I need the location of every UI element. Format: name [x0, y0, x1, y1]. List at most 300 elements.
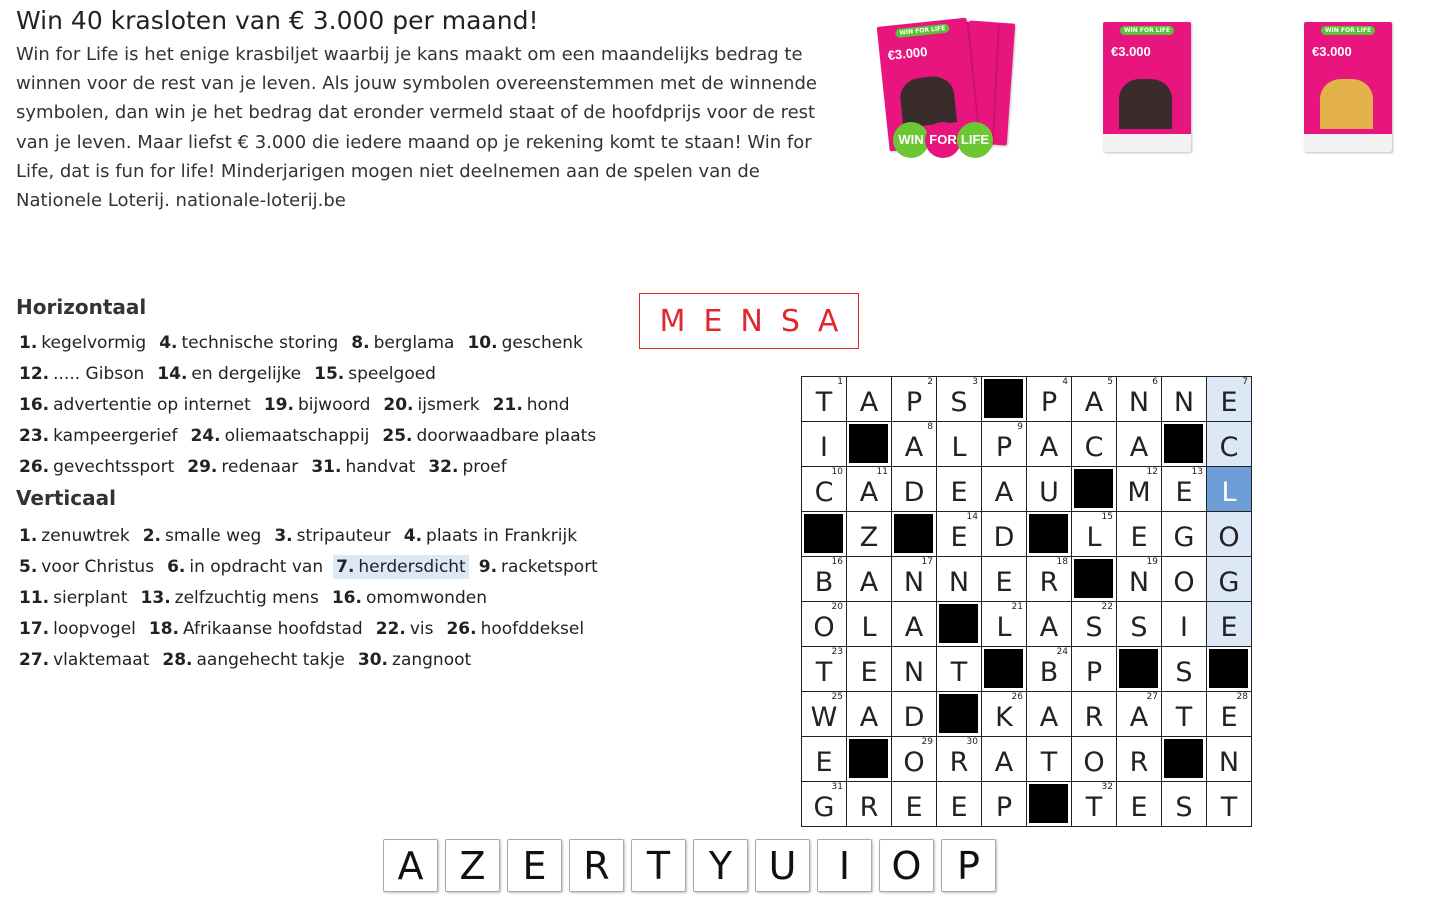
clue-item[interactable]: [16, 524, 133, 548]
clue-item[interactable]: [16, 393, 254, 417]
grid-cell[interactable]: [802, 467, 847, 512]
clue-line: [16, 424, 606, 448]
clue-number: 21.: [492, 395, 523, 415]
cell-letter: G: [1173, 521, 1195, 553]
cell-letter: O: [1218, 521, 1240, 553]
crossword-grid[interactable]: [801, 376, 1252, 827]
mensa-solution-box: [639, 293, 859, 349]
mensa-letter: S: [780, 303, 800, 339]
key-p[interactable]: P: [941, 839, 996, 892]
grid-cell[interactable]: [1072, 377, 1117, 422]
cell-letter: U: [1039, 476, 1059, 508]
grid-cell[interactable]: [937, 512, 982, 557]
clue-number: 15.: [314, 364, 345, 384]
grid-cell[interactable]: [1207, 512, 1252, 557]
clue-item[interactable]: [476, 555, 601, 579]
grid-cell[interactable]: [1072, 692, 1117, 737]
clue-text: zelfzuchtig mens: [174, 588, 319, 608]
promo-text: Win for Life is het enige krasbiljet waarbij je kans maakt om een maandelijks bedrag te winnen voor de rest van je leven. Als jouw symbolen overeenstemmen met de winnende symbolen, dan win je het bedrag dat eronder vermeld staat of de hoofdprijs voor de rest van je leven. Maar liefst € 3.000 die iedere maand op je rekening komt te staan! Win for Life, dat is fun for life! Minderjarigen mogen niet deelnemen aan de spelen van de Nationele Loterij. nationale-loterij.be: [16, 44, 817, 212]
grid-cell[interactable]: [937, 467, 982, 512]
grid-cell[interactable]: [1027, 557, 1072, 602]
grid-cell[interactable]: [1162, 377, 1207, 422]
grid-cell[interactable]: [1207, 692, 1252, 737]
cell-number: 16: [831, 557, 843, 567]
grid-cell[interactable]: [892, 647, 937, 692]
clue-number: 2.: [142, 526, 162, 546]
cell-letter: T: [1175, 701, 1193, 733]
grid-cell[interactable]: [847, 692, 892, 737]
grid-cell[interactable]: [1207, 602, 1252, 647]
grid-cell[interactable]: [982, 557, 1027, 602]
cell-letter: G: [813, 791, 835, 823]
grid-cell[interactable]: [1162, 557, 1207, 602]
grid-cell[interactable]: [1117, 422, 1162, 467]
key-a[interactable]: A: [383, 839, 438, 892]
clue-text: omomwonden: [365, 588, 487, 608]
clue-number: 30.: [357, 650, 389, 670]
cell-letter: M: [1127, 476, 1151, 508]
clue-line: [16, 393, 580, 417]
cell-letter: E: [950, 476, 968, 508]
clue-text: voor Christus: [41, 557, 155, 577]
cell-number: 15: [1101, 512, 1113, 522]
grid-cell[interactable]: [1117, 377, 1162, 422]
grid-cell[interactable]: [802, 692, 847, 737]
clue-item[interactable]: [156, 331, 341, 355]
cell-letter: T: [1220, 791, 1238, 823]
cell-letter: I: [1180, 611, 1188, 643]
clue-number: 6.: [167, 557, 186, 577]
clue-text: berglama: [373, 333, 455, 353]
grid-cell[interactable]: [982, 692, 1027, 737]
clue-item[interactable]: [333, 555, 469, 579]
cell-letter: N: [948, 566, 970, 598]
black-cell: [1072, 557, 1117, 602]
clue-item[interactable]: [16, 362, 147, 386]
cell-letter: E: [1130, 791, 1148, 823]
grid-cell[interactable]: [847, 512, 892, 557]
cell-letter: N: [1173, 386, 1195, 418]
grid-cell[interactable]: [802, 782, 847, 827]
cell-letter: E: [1175, 476, 1193, 508]
grid-cell[interactable]: [892, 692, 937, 737]
clue-item[interactable]: [373, 617, 437, 641]
clue-item[interactable]: [146, 617, 366, 641]
grid-cell[interactable]: [847, 602, 892, 647]
cell-letter: E: [905, 791, 923, 823]
cell-letter: L: [861, 611, 877, 643]
clue-item[interactable]: [154, 362, 304, 386]
cell-letter: S: [1175, 791, 1193, 823]
cell-letter: O: [813, 611, 835, 643]
clue-number: 7.: [336, 557, 355, 577]
grid-cell[interactable]: [1162, 602, 1207, 647]
grid-cell[interactable]: [1027, 602, 1072, 647]
ticket-image-3[interactable]: WIN FOR LIFE €3.000: [1304, 22, 1392, 152]
grid-cell[interactable]: [847, 377, 892, 422]
grid-cell[interactable]: [1027, 377, 1072, 422]
cell-number: 32: [1101, 782, 1113, 792]
grid-cell[interactable]: [802, 557, 847, 602]
cell-letter: E: [995, 566, 1013, 598]
grid-cell[interactable]: [1027, 737, 1072, 782]
clue-item[interactable]: [355, 648, 474, 672]
black-cell: [982, 377, 1027, 422]
cell-letter: T: [815, 386, 833, 418]
cell-letter: R: [859, 791, 879, 823]
clue-item[interactable]: [164, 555, 326, 579]
clue-text: speelgoed: [348, 364, 436, 384]
cell-letter: B: [814, 566, 834, 598]
grid-cell[interactable]: [1072, 647, 1117, 692]
clue-item[interactable]: [16, 455, 177, 479]
grid-cell[interactable]: [1207, 737, 1252, 782]
cell-letter: T: [1085, 791, 1103, 823]
clue-line: [16, 586, 497, 610]
mensa-letter: M: [659, 303, 686, 339]
cell-letter: L: [951, 431, 967, 463]
cell-number: 6: [1152, 377, 1158, 387]
cell-letter: N: [1218, 746, 1240, 778]
clue-item[interactable]: [261, 393, 374, 417]
clue-item[interactable]: [308, 455, 418, 479]
grid-cell[interactable]: [1162, 782, 1207, 827]
clue-item[interactable]: [348, 331, 457, 355]
cell-letter: T: [950, 656, 968, 688]
clue-text: in opdracht van: [189, 557, 324, 577]
grid-cell[interactable]: [802, 737, 847, 782]
grid-cell[interactable]: [847, 467, 892, 512]
cell-letter: P: [995, 791, 1013, 823]
cell-letter: O: [1083, 746, 1105, 778]
grid-cell[interactable]: [1117, 467, 1162, 512]
clue-text: hoofddeksel: [480, 619, 585, 639]
grid-cell[interactable]: [1027, 467, 1072, 512]
clue-text: Afrikaanse hoofdstad: [183, 619, 363, 639]
key-e[interactable]: E: [507, 839, 562, 892]
clue-text: ..... Gibson: [53, 364, 145, 384]
cell-letter: E: [950, 791, 968, 823]
black-cell: [937, 692, 982, 737]
cell-number: 4: [1062, 377, 1068, 387]
grid-cell[interactable]: [982, 782, 1027, 827]
clue-number: 3.: [274, 526, 293, 546]
ticket-image-2[interactable]: WIN FOR LIFE €3.000: [1103, 22, 1191, 152]
clue-number: 18.: [148, 619, 180, 639]
clue-item[interactable]: [16, 555, 157, 579]
clue-item[interactable]: [16, 424, 180, 448]
grid-cell[interactable]: [1117, 782, 1162, 827]
clue-item[interactable]: [490, 393, 573, 417]
cell-letter: A: [1129, 701, 1149, 733]
clue-number: 17.: [19, 619, 50, 639]
clue-number: 22.: [375, 619, 406, 639]
clue-item[interactable]: [401, 524, 580, 548]
cell-letter: A: [1129, 431, 1149, 463]
cell-number: 30: [966, 737, 978, 747]
clue-item[interactable]: [271, 524, 393, 548]
grid-cell[interactable]: [1027, 647, 1072, 692]
cell-number: 10: [831, 467, 843, 477]
key-u[interactable]: U: [755, 839, 810, 892]
clue-number: 27.: [19, 650, 50, 670]
clue-item[interactable]: [443, 617, 587, 641]
clue-line: [16, 331, 593, 355]
grid-cell[interactable]: [1162, 647, 1207, 692]
clue-number: 20.: [383, 395, 414, 415]
cell-letter: T: [1040, 746, 1058, 778]
clue-text: zenuwtrek: [41, 526, 130, 546]
cell-letter: O: [903, 746, 925, 778]
cell-number: 23: [831, 647, 843, 657]
promo-title: Win 40 krasloten van € 3.000 per maand!: [16, 6, 539, 35]
grid-cell[interactable]: [802, 377, 847, 422]
cell-letter: E: [950, 521, 968, 553]
clue-text: advertentie op internet: [53, 395, 251, 415]
mensa-letter: E: [703, 303, 723, 339]
grid-cell[interactable]: [1117, 737, 1162, 782]
grid-cell[interactable]: [847, 782, 892, 827]
cell-letter: O: [1173, 566, 1195, 598]
clue-number: 24.: [190, 426, 221, 446]
clue-line: [16, 617, 594, 641]
grid-cell[interactable]: [982, 467, 1027, 512]
grid-cell[interactable]: [802, 647, 847, 692]
grid-cell[interactable]: [1162, 467, 1207, 512]
cell-letter: P: [1040, 386, 1058, 418]
clue-number: 4.: [403, 526, 423, 546]
cell-number: 28: [1236, 692, 1248, 702]
cell-number: 25: [831, 692, 843, 702]
clue-item[interactable]: [140, 524, 265, 548]
clue-item[interactable]: [187, 424, 372, 448]
cell-number: 17: [921, 557, 933, 567]
clue-text: sierplant: [53, 588, 128, 608]
cell-number: 18: [1056, 557, 1068, 567]
grid-cell[interactable]: [937, 647, 982, 692]
clue-number: 29.: [187, 457, 218, 477]
grid-cell[interactable]: [1162, 692, 1207, 737]
clue-text: smalle weg: [165, 526, 262, 546]
cell-letter: A: [1039, 611, 1059, 643]
clue-text: redenaar: [221, 457, 299, 477]
key-t[interactable]: T: [631, 839, 686, 892]
cell-letter: B: [1039, 656, 1059, 688]
cell-number: 29: [921, 737, 933, 747]
grid-cell[interactable]: [1027, 422, 1072, 467]
cell-number: 2: [927, 377, 933, 387]
black-cell: [937, 602, 982, 647]
cell-number: 3: [972, 377, 978, 387]
key-r[interactable]: R: [569, 839, 624, 892]
clue-line: [16, 555, 608, 579]
grid-cell[interactable]: [937, 422, 982, 467]
key-o[interactable]: O: [879, 839, 934, 892]
grid-cell[interactable]: [892, 422, 937, 467]
grid-cell[interactable]: [1207, 377, 1252, 422]
cell-number: 8: [927, 422, 933, 432]
black-cell: [982, 647, 1027, 692]
grid-cell[interactable]: [937, 557, 982, 602]
grid-cell[interactable]: [802, 422, 847, 467]
clue-text: loopvogel: [53, 619, 136, 639]
cell-letter: D: [903, 701, 925, 733]
grid-cell[interactable]: [1117, 692, 1162, 737]
cell-letter: D: [993, 521, 1015, 553]
grid-cell[interactable]: [1072, 602, 1117, 647]
clue-number: 14.: [157, 364, 188, 384]
clue-number: 28.: [162, 650, 193, 670]
cell-letter: C: [1084, 431, 1104, 463]
key-y[interactable]: Y: [693, 839, 748, 892]
letter-keyboard: [383, 839, 1003, 892]
grid-cell[interactable]: [982, 602, 1027, 647]
clue-number: 11.: [19, 588, 50, 608]
grid-cell[interactable]: [847, 557, 892, 602]
black-cell: [1027, 782, 1072, 827]
mensa-letter: A: [817, 303, 839, 339]
grid-cell[interactable]: [892, 377, 937, 422]
grid-cell[interactable]: [802, 602, 847, 647]
clue-text: ijsmerk: [417, 395, 480, 415]
grid-cell[interactable]: [847, 647, 892, 692]
cell-letter: C: [814, 476, 834, 508]
ticket-photo: [1320, 79, 1373, 128]
clue-text: en dergelijke: [191, 364, 302, 384]
grid-cell[interactable]: [1027, 692, 1072, 737]
clue-number: 5.: [19, 557, 38, 577]
clue-item[interactable]: [16, 586, 131, 610]
clue-text: handvat: [345, 457, 416, 477]
cell-number: 5: [1107, 377, 1113, 387]
grid-cell[interactable]: [1072, 422, 1117, 467]
clue-number: 23.: [19, 426, 50, 446]
clue-number: 13.: [140, 588, 171, 608]
grid-cell[interactable]: [1207, 782, 1252, 827]
clue-number: 4.: [159, 333, 178, 353]
cell-letter: A: [859, 566, 879, 598]
clue-text: gevechtssport: [53, 457, 175, 477]
cell-letter: N: [1128, 566, 1150, 598]
grid-cell[interactable]: [1117, 557, 1162, 602]
cell-letter: R: [1084, 701, 1104, 733]
key-i[interactable]: I: [817, 839, 872, 892]
grid-cell[interactable]: [937, 377, 982, 422]
clue-item[interactable]: [311, 362, 439, 386]
clue-item[interactable]: [329, 586, 490, 610]
cell-number: 13: [1191, 467, 1203, 477]
grid-cell[interactable]: [1072, 512, 1117, 557]
grid-cell[interactable]: [1072, 782, 1117, 827]
clue-text: zangnoot: [392, 650, 472, 670]
ticket-photo: [1119, 79, 1172, 128]
grid-cell[interactable]: [1207, 557, 1252, 602]
black-cell: [892, 512, 937, 557]
grid-cell[interactable]: [937, 737, 982, 782]
clue-text: bijwoord: [297, 395, 371, 415]
cell-number: 24: [1056, 647, 1068, 657]
black-cell: [802, 512, 847, 557]
cell-letter: D: [903, 476, 925, 508]
cell-number: 31: [831, 782, 843, 792]
cell-letter: N: [903, 566, 925, 598]
grid-cell[interactable]: [982, 512, 1027, 557]
clue-text: aangehecht takje: [196, 650, 345, 670]
clue-text: vis: [409, 619, 434, 639]
grid-cell[interactable]: [892, 602, 937, 647]
grid-cell[interactable]: [1117, 602, 1162, 647]
black-cell: [1072, 467, 1117, 512]
clue-item[interactable]: [380, 393, 482, 417]
clue-item[interactable]: [16, 648, 152, 672]
grid-cell[interactable]: [892, 782, 937, 827]
clue-item[interactable]: [464, 331, 585, 355]
cell-letter: K: [995, 701, 1013, 733]
black-cell: [1027, 512, 1072, 557]
clue-item[interactable]: [138, 586, 322, 610]
cell-letter: A: [1039, 431, 1059, 463]
grid-cell[interactable]: [937, 782, 982, 827]
black-cell: [847, 737, 892, 782]
cell-letter: A: [994, 746, 1014, 778]
grid-cell[interactable]: [1117, 512, 1162, 557]
grid-cell[interactable]: [1207, 422, 1252, 467]
clue-item[interactable]: [16, 617, 139, 641]
clue-text: hond: [526, 395, 570, 415]
cell-letter: A: [904, 611, 924, 643]
grid-cell[interactable]: [892, 467, 937, 512]
clue-text: herdersdicht: [358, 557, 466, 577]
cell-letter: G: [1218, 566, 1240, 598]
grid-cell[interactable]: [892, 737, 937, 782]
cell-letter: S: [1085, 611, 1103, 643]
cell-letter: E: [815, 746, 833, 778]
cell-letter: R: [1039, 566, 1059, 598]
clue-text: racketsport: [501, 557, 598, 577]
cell-number: 19: [1146, 557, 1158, 567]
ticket-badge: WIN FOR LIFE: [895, 23, 950, 38]
clue-number: 32.: [428, 457, 459, 477]
grid-cell[interactable]: [1207, 467, 1252, 512]
cell-letter: T: [815, 656, 833, 688]
clue-number: 26.: [446, 619, 477, 639]
win-for-life-logo: WIN FOR LIFE: [893, 122, 989, 158]
cell-letter: C: [1219, 431, 1239, 463]
grid-cell[interactable]: [892, 557, 937, 602]
clue-line: [16, 648, 481, 672]
black-cell: [847, 422, 892, 467]
clue-line: [16, 524, 587, 548]
clue-item[interactable]: [159, 648, 348, 672]
clue-item[interactable]: [16, 331, 149, 355]
grid-cell[interactable]: [1162, 512, 1207, 557]
cell-letter: E: [860, 656, 878, 688]
clue-text: stripauteur: [296, 526, 391, 546]
grid-cell[interactable]: [982, 737, 1027, 782]
cell-letter: E: [1130, 521, 1148, 553]
cell-letter: S: [1130, 611, 1148, 643]
grid-cell[interactable]: [982, 422, 1027, 467]
cell-number: 12: [1146, 467, 1158, 477]
key-z[interactable]: Z: [445, 839, 500, 892]
cell-number: 26: [1011, 692, 1023, 702]
black-cell: [1162, 422, 1207, 467]
clue-item[interactable]: [184, 455, 301, 479]
clue-item[interactable]: [425, 455, 509, 479]
clue-text: kampeergerief: [53, 426, 178, 446]
clue-item[interactable]: [379, 424, 599, 448]
grid-cell[interactable]: [1072, 737, 1117, 782]
